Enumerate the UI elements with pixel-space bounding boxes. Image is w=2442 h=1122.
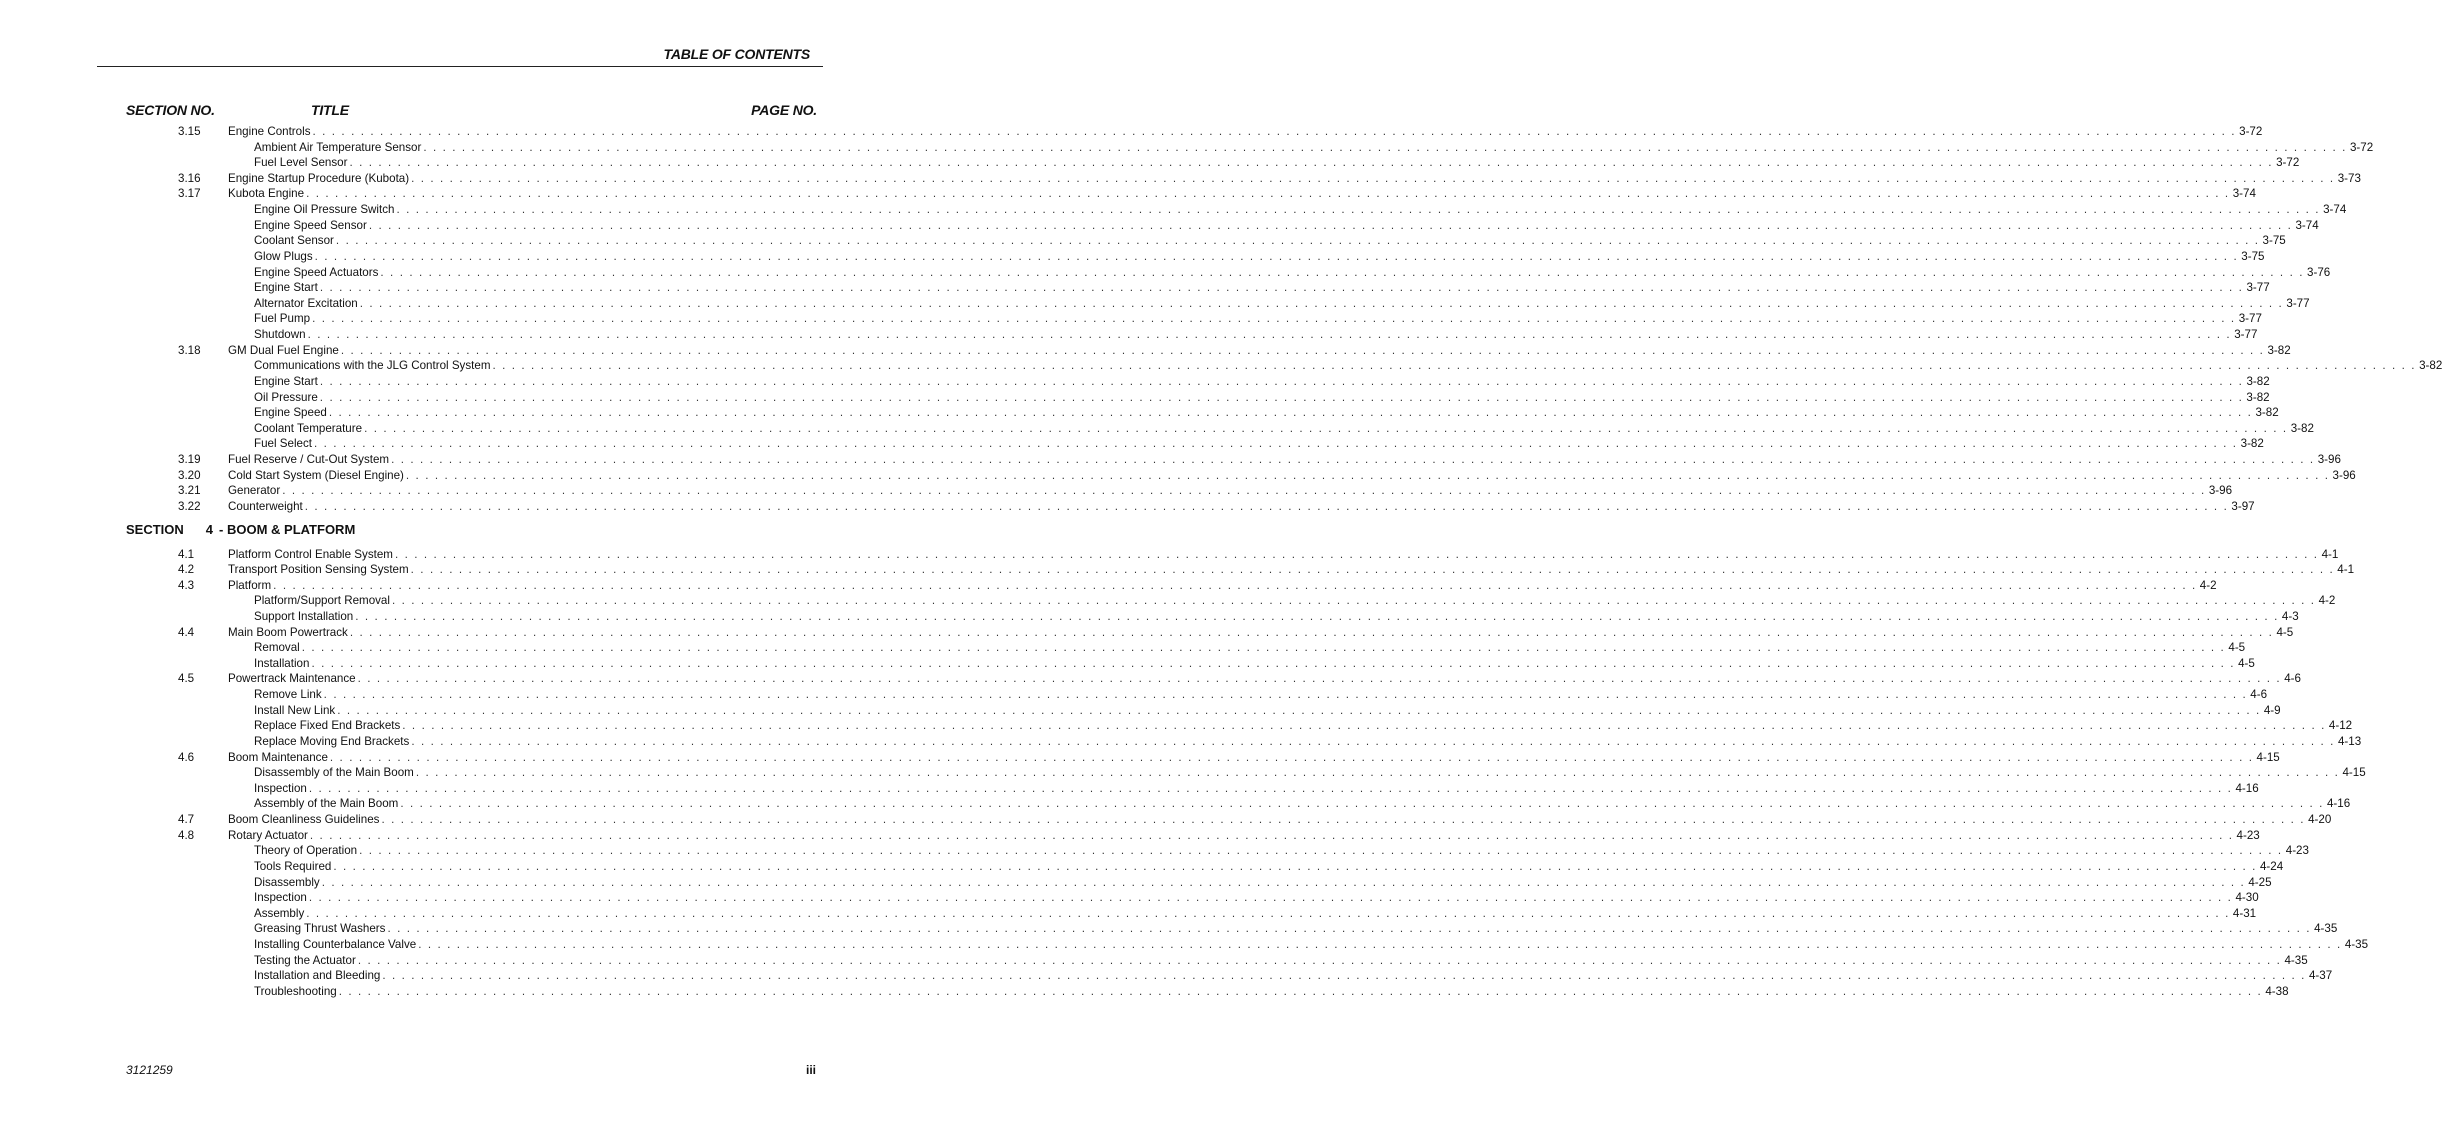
dot-leader: . . . . . . . . . . . . . . . . . . . . . . . . . . . . . . . . . . . . . . . . . . . . . . . . . . . . . . . . . . . . . . . . . . . . . . . . . . . . . . . . . . . . . . . . . . . . . . . . . . . . . . . . . . . . . . . . . . . . . . . . . . . . . . . . . . . . . . . . . . . . . . . . . . . . . . . . . . . . . . . . . . . . . . . . . . . . . . . . . . . . . . . . . . . . . . . . . . . . . . . . [402, 719, 2326, 733]
toc-entry [254, 296, 2310, 312]
dot-leader: . . . . . . . . . . . . . . . . . . . . . . . . . . . . . . . . . . . . . . . . . . . . . . . . . . . . . . . . . . . . . . . . . . . . . . . . . . . . . . . . . . . . . . . . . . . . . . . . . . . . . . . . . . . . . . . . . . . . . . . . . . . . . . . . . . . . . . . . . . . . . . . . . . . . . . . . . . . . . . . . . . . . . . . . . . . . . . . . . . . . . . . . . . . . . . . . . . . . . . . . [319, 281, 2244, 295]
toc-row[interactable] [0, 202, 2347, 218]
toc-row[interactable] [0, 968, 2333, 984]
dot-leader: . . . . . . . . . . . . . . . . . . . . . . . . . . . . . . . . . . . . . . . . . . . . . . . . . . . . . . . . . . . . . . . . . . . . . . . . . . . . . . . . . . . . . . . . . . . . . . . . . . . . . . . . . . . . . . . . . . . . . . . . . . . . . . . . . . . . . . . . . . . . . . . . . . . . . . . . . . . . . . . . . . . . . . . . . . . . . . . . . . . . . . . . . . . . . . . . . . . . . . . . [304, 499, 2229, 513]
toc-entry-title: Engine Start [254, 374, 318, 388]
dot-leader: . . . . . . . . . . . . . . . . . . . . . . . . . . . . . . . . . . . . . . . . . . . . . . . . . . . . . . . . . . . . . . . . . . . . . . . . . . . . . . . . . . . . . . . . . . . . . . . . . . . . . . . . . . . . . . . . . . . . . . . . . . . . . . . . . . . . . . . . . . . . . . . . . . . . . . . . . . . . . . . . . . . . . . . . . . . . . . . . . . . . . . . . . . . . . . . . . . . . . . . . [338, 984, 2263, 998]
toc-section-number: 4.6 [178, 750, 195, 764]
toc-row[interactable] [0, 499, 2255, 515]
section-label: SECTION [126, 521, 184, 537]
toc-entry [254, 280, 2270, 296]
toc-entry-title: Platform/Support Removal [254, 594, 390, 608]
toc-entry-page: 4-9 [2263, 703, 2281, 717]
toc-row[interactable] [0, 124, 2263, 140]
toc-row[interactable] [0, 343, 2291, 359]
dot-leader: . . . . . . . . . . . . . . . . . . . . . . . . . . . . . . . . . . . . . . . . . . . . . . . . . . . . . . . . . . . . . . . . . . . . . . . . . . . . . . . . . . . . . . . . . . . . . . . . . . . . . . . . . . . . . . . . . . . . . . . . . . . . . . . . . . . . . . . . . . . . . . . . . . . . . . . . . . . . . . . . . . . . . . . . . . . . . . . . . . . . . . . . . . . . . . . . . . . . . . . . [405, 468, 2330, 482]
toc-entry [254, 202, 2347, 218]
toc-row[interactable] [0, 750, 2280, 766]
toc-row[interactable] [0, 358, 2442, 374]
toc-entry-title: GM Dual Fuel Engine [228, 343, 339, 357]
toc-entry [254, 765, 2366, 781]
toc-entry-page: 4-2 [2318, 594, 2336, 608]
toc-section-number: 4.2 [178, 563, 195, 577]
toc-entry [254, 311, 2262, 327]
toc-section-number: 3.15 [178, 125, 201, 138]
toc-entry [228, 124, 2263, 140]
toc-entry-title: Transport Position Sensing System [228, 563, 409, 577]
toc-entry-title: Coolant Sensor [254, 234, 334, 248]
toc-entry [254, 374, 2270, 390]
toc-row[interactable] [0, 890, 2259, 906]
toc-entry-title: Engine Start [254, 281, 318, 295]
toc-entry-title: Disassembly of the Main Boom [254, 766, 414, 780]
dot-leader: . . . . . . . . . . . . . . . . . . . . . . . . . . . . . . . . . . . . . . . . . . . . . . . . . . . . . . . . . . . . . . . . . . . . . . . . . . . . . . . . . . . . . . . . . . . . . . . . . . . . . . . . . . . . . . . . . . . . . . . . . . . . . . . . . . . . . . . . . . . . . . . . . . . . . . . . . . . . . . . . . . . . . . . . . . . . . . . . . . . . . . . . . . . . . . . . . . . . . . . . [391, 594, 2316, 608]
toc-row[interactable] [0, 155, 2300, 171]
toc-entry-page: 3-82 [2255, 406, 2279, 420]
toc-entry [228, 468, 2356, 484]
dot-leader: . . . . . . . . . . . . . . . . . . . . . . . . . . . . . . . . . . . . . . . . . . . . . . . . . . . . . . . . . . . . . . . . . . . . . . . . . . . . . . . . . . . . . . . . . . . . . . . . . . . . . . . . . . . . . . . . . . . . . . . . . . . . . . . . . . . . . . . . . . . . . . . . . . . . . . . . . . . . . . . . . . . . . . . . . . . . . . . . . . . . . . . . . . . . . . . . . . . . . . . . [306, 906, 2230, 920]
toc-row[interactable] [0, 781, 2259, 797]
dot-leader: . . . . . . . . . . . . . . . . . . . . . . . . . . . . . . . . . . . . . . . . . . . . . . . . . . . . . . . . . . . . . . . . . . . . . . . . . . . . . . . . . . . . . . . . . . . . . . . . . . . . . . . . . . . . . . . . . . . . . . . . . . . . . . . . . . . . . . . . . . . . . . . . . . . . . . . . . . . . . . . . . . . . . . . . . . . . . . . . . . . . . . . . . . . . . . . . . . . . . . . . [321, 875, 2246, 889]
toc-entry-page: 4-35 [2284, 953, 2308, 967]
toc-entry-title: Tools Required [254, 859, 332, 873]
dot-leader: . . . . . . . . . . . . . . . . . . . . . . . . . . . . . . . . . . . . . . . . . . . . . . . . . . . . . . . . . . . . . . . . . . . . . . . . . . . . . . . . . . . . . . . . . . . . . . . . . . . . . . . . . . . . . . . . . . . . . . . . . . . . . . . . . . . . . . . . . . . . . . . . . . . . . . . . . . . . . . . . . . . . . . . . . . . . . . . . . . . . . . . . . . . . . . . . . . . . . . . . [411, 734, 2335, 748]
toc-entry [254, 703, 2281, 719]
toc-entry-page: 3-77 [2238, 312, 2262, 326]
toc-row[interactable] [0, 843, 2309, 859]
toc-section-number: 3.21 [178, 484, 201, 498]
toc-entry-title: Engine Startup Procedure (Kubota) [228, 171, 410, 185]
toc-entry-page: 4-23 [2285, 844, 2309, 858]
toc-entry-title: Replace Fixed End Brackets [254, 719, 401, 733]
toc-row[interactable] [0, 687, 2268, 703]
page-number: iii [805, 1063, 816, 1077]
toc-entry-page: 3-77 [2286, 296, 2310, 310]
toc-row[interactable] [0, 390, 2270, 406]
toc-entry [228, 171, 2361, 187]
toc-entry [254, 218, 2319, 234]
toc-entry-page: 3-74 [2323, 203, 2347, 217]
toc-row[interactable] [0, 249, 2265, 265]
toc-row[interactable] [0, 186, 2256, 202]
toc-entry [254, 921, 2338, 937]
dot-leader: . . . . . . . . . . . . . . . . . . . . . . . . . . . . . . . . . . . . . . . . . . . . . . . . . . . . . . . . . . . . . . . . . . . . . . . . . . . . . . . . . . . . . . . . . . . . . . . . . . . . . . . . . . . . . . . . . . . . . . . . . . . . . . . . . . . . . . . . . . . . . . . . . . . . . . . . . . . . . . . . . . . . . . . . . . . . . . . . . . . . . . . . . . . . . . . . . . . . . . . . [311, 656, 2236, 670]
toc-row[interactable] [0, 703, 2281, 719]
dot-leader: . . . . . . . . . . . . . . . . . . . . . . . . . . . . . . . . . . . . . . . . . . . . . . . . . . . . . . . . . . . . . . . . . . . . . . . . . . . . . . . . . . . . . . . . . . . . . . . . . . . . . . . . . . . . . . . . . . . . . . . . . . . . . . . . . . . . . . . . . . . . . . . . . . . . . . . . . . . . . . . . . . . . . . . . . . . . . . . . . . . . . . . . . . . . . . . . . . . . . . . . [349, 625, 2274, 639]
toc-row[interactable] [0, 937, 2369, 953]
toc-entry-page: 3-96 [2208, 484, 2233, 498]
dot-leader: . . . . . . . . . . . . . . . . . . . . . . . . . . . . . . . . . . . . . . . . . . . . . . . . . . . . . . . . . . . . . . . . . . . . . . . . . . . . . . . . . . . . . . . . . . . . . . . . . . . . . . . . . . . . . . . . . . . . . . . . . . . . . . . . . . . . . . . . . . . . . . . . . . . . . . . . . . . . . . . . . . . . . . . . . . . . . . . . . . . . . . . . . . . . . . . . . . . . . . . . [282, 484, 2206, 498]
toc-entry [228, 562, 2355, 578]
toc-entry [254, 984, 2289, 1000]
toc-entry [228, 812, 2332, 828]
toc-row[interactable] [0, 280, 2270, 296]
dot-leader: . . . . . . . . . . . . . . . . . . . . . . . . . . . . . . . . . . . . . . . . . . . . . . . . . . . . . . . . . . . . . . . . . . . . . . . . . . . . . . . . . . . . . . . . . . . . . . . . . . . . . . . . . . . . . . . . . . . . . . . . . . . . . . . . . . . . . . . . . . . . . . . . . . . . . . . . . . . . . . . . . . . . . . . . . . . . . . . . . . . . . . . . . . . . . . . . . . . . . . . . [309, 828, 2234, 842]
toc-entry-page: 3-74 [2295, 218, 2319, 232]
dot-leader: . . . . . . . . . . . . . . . . . . . . . . . . . . . . . . . . . . . . . . . . . . . . . . . . . . . . . . . . . . . . . . . . . . . . . . . . . . . . . . . . . . . . . . . . . . . . . . . . . . . . . . . . . . . . . . . . . . . . . . . . . . . . . . . . . . . . . . . . . . . . . . . . . . . . . . . . . . . . . . . . . . . . . . . . . . . . . . . . . . . . . . . . . . . . . . . . . . . . . . . . [328, 406, 2253, 420]
toc-entry-title: Generator [228, 484, 281, 498]
toc-entry-page: 4-6 [2250, 688, 2268, 702]
toc-entry-page: 3-82 [2246, 390, 2270, 404]
toc-section-number: 4.1 [178, 547, 195, 561]
toc-entry-title: Troubleshooting [254, 984, 337, 998]
toc-entry [228, 625, 2294, 641]
dot-leader: . . . . . . . . . . . . . . . . . . . . . . . . . . . . . . . . . . . . . . . . . . . . . . . . . . . . . . . . . . . . . . . . . . . . . . . . . . . . . . . . . . . . . . . . . . . . . . . . . . . . . . . . . . . . . . . . . . . . . . . . . . . . . . . . . . . . . . . . . . . . . . . . . . . . . . . . . . . . . . . . . . . . . . . . . . . . . . . . . . . . . . . . . . . . . . . . . . . . . . . . [357, 672, 2282, 686]
toc-entry-title: Platform Control Enable System [228, 547, 393, 561]
toc-entry-title: Installing Counterbalance Valve [254, 938, 417, 951]
toc-entry [228, 578, 2217, 594]
toc-entry-page: 4-20 [2308, 813, 2332, 827]
dot-leader: . . . . . . . . . . . . . . . . . . . . . . . . . . . . . . . . . . . . . . . . . . . . . . . . . . . . . . . . . . . . . . . . . . . . . . . . . . . . . . . . . . . . . . . . . . . . . . . . . . . . . . . . . . . . . . . . . . . . . . . . . . . . . . . . . . . . . . . . . . . . . . . . . . . . . . . . . . . . . . . . . . . . . . . . . . . . . . . . . . . . . . . . . . . . . . . . . . . . . . . . [394, 547, 2319, 561]
toc-entry-page: 4-35 [2314, 922, 2338, 936]
toc-entry [228, 343, 2291, 359]
toc-row[interactable] [0, 859, 2284, 875]
toc-entry-page: 3-82 [2240, 437, 2264, 451]
dot-leader: . . . . . . . . . . . . . . . . . . . . . . . . . . . . . . . . . . . . . . . . . . . . . . . . . . . . . . . . . . . . . . . . . . . . . . . . . . . . . . . . . . . . . . . . . . . . . . . . . . . . . . . . . . . . . . . . . . . . . . . . . . . . . . . . . . . . . . . . . . . . . . . . . . . . . . . . . . . . . . . . . . . . . . . . . . . . . . . . . . . . . . . . . . . . . . . . . . . . . . . . [273, 578, 2197, 592]
toc-row[interactable] [0, 296, 2310, 312]
toc-row[interactable] [0, 578, 2217, 594]
header-rule [97, 66, 823, 67]
toc-entry-page: 4-30 [2235, 891, 2259, 905]
toc-row[interactable] [0, 171, 2361, 187]
toc-row[interactable] [0, 796, 2351, 812]
dot-leader: . . . . . . . . . . . . . . . . . . . . . . . . . . . . . . . . . . . . . . . . . . . . . . . . . . . . . . . . . . . . . . . . . . . . . . . . . . . . . . . . . . . . . . . . . . . . . . . . . . . . . . . . . . . . . . . . . . . . . . . . . . . . . . . . . . . . . . . . . . . . . . . . . . . . . . . . . . . . . . . . . . . . . . . . . . . . . . . . . . . . . . . . . . . . . . . . . . . . . . . . [335, 234, 2260, 248]
toc-entry [254, 796, 2351, 812]
toc-entry-title: Install New Link [254, 703, 336, 717]
dot-leader: . . . . . . . . . . . . . . . . . . . . . . . . . . . . . . . . . . . . . . . . . . . . . . . . . . . . . . . . . . . . . . . . . . . . . . . . . . . . . . . . . . . . . . . . . . . . . . . . . . . . . . . . . . . . . . . . . . . . . . . . . . . . . . . . . . . . . . . . . . . . . . . . . . . . . . . . . . . . . . . . . . . . . . . . . . . . . . . . . . . . . . . . . . . . . . . . . . . . . . . . [312, 312, 2236, 326]
dot-leader: . . . . . . . . . . . . . . . . . . . . . . . . . . . . . . . . . . . . . . . . . . . . . . . . . . . . . . . . . . . . . . . . . . . . . . . . . . . . . . . . . . . . . . . . . . . . . . . . . . . . . . . . . . . . . . . . . . . . . . . . . . . . . . . . . . . . . . . . . . . . . . . . . . . . . . . . . . . . . . . . . . . . . . . . . . . . . . . . . . . . . . . . . . . . . . . . . . . . . . . . [400, 797, 2324, 811]
toc-entry [254, 233, 2286, 249]
toc-entry [254, 734, 2362, 750]
toc-entry-title: Counterweight [228, 499, 303, 513]
toc-row[interactable] [0, 812, 2332, 828]
toc-entry-title: Testing the Actuator [254, 953, 356, 967]
dot-leader: . . . . . . . . . . . . . . . . . . . . . . . . . . . . . . . . . . . . . . . . . . . . . . . . . . . . . . . . . . . . . . . . . . . . . . . . . . . . . . . . . . . . . . . . . . . . . . . . . . . . . . . . . . . . . . . . . . . . . . . . . . . . . . . . . . . . . . . . . . . . . . . . . . . . . . . . . . . . . . . . . . . . . . . . . . . . . . . . . . . . . . . . . . . . . . . . . . . . . . . . [329, 750, 2254, 764]
toc-section-number: 3.18 [178, 343, 201, 357]
toc-entry-title: Installation and Bleeding [254, 969, 381, 983]
toc-entry-title: Platform [228, 578, 272, 592]
toc-entry-title: Engine Speed [254, 406, 327, 420]
toc-entry-title: Greasing Thrust Washers [254, 922, 386, 936]
toc-entry-page: 3-74 [2232, 187, 2256, 201]
toc-entry-page: 4-2 [2199, 578, 2217, 592]
dot-leader: . . . . . . . . . . . . . . . . . . . . . . . . . . . . . . . . . . . . . . . . . . . . . . . . . . . . . . . . . . . . . . . . . . . . . . . . . . . . . . . . . . . . . . . . . . . . . . . . . . . . . . . . . . . . . . . . . . . . . . . . . . . . . . . . . . . . . . . . . . . . . . . . . . . . . . . . . . . . . . . . . . . . . . . . . . . . . . . . . . . . . . . . . . . . . . . . . . . . . . . . [319, 390, 2244, 404]
toc-row[interactable] [0, 265, 2331, 281]
toc-row[interactable] [0, 953, 2308, 969]
toc-entry-page: 4-24 [2259, 859, 2284, 873]
toc-entry-title: Assembly [254, 906, 305, 920]
toc-entry [254, 781, 2259, 797]
dot-leader: . . . . . . . . . . . . . . . . . . . . . . . . . . . . . . . . . . . . . . . . . . . . . . . . . . . . . . . . . . . . . . . . . . . . . . . . . . . . . . . . . . . . . . . . . . . . . . . . . . . . . . . . . . . . . . . . . . . . . . . . . . . . . . . . . . . . . . . . . . . . . . . . . . . . . . . . . . . . . . . . . . . . . . . . . . . . . . . . . . . . . . . . . . . . . . . . . . . . . . . . [410, 563, 2335, 577]
toc-entry-page: 4-37 [2308, 969, 2333, 983]
toc-row[interactable] [0, 671, 2301, 687]
toc-entry-title: Disassembly [254, 875, 320, 889]
toc-entry-page: 3-82 [2290, 421, 2314, 435]
toc-row[interactable] [0, 374, 2270, 390]
toc-row[interactable] [0, 311, 2262, 327]
toc-entry-page: 4-6 [2284, 672, 2301, 686]
toc-entry [228, 186, 2256, 202]
toc-entry-page: 4-5 [2228, 641, 2246, 655]
dot-leader: . . . . . . . . . . . . . . . . . . . . . . . . . . . . . . . . . . . . . . . . . . . . . . . . . . . . . . . . . . . . . . . . . . . . . . . . . . . . . . . . . . . . . . . . . . . . . . . . . . . . . . . . . . . . . . . . . . . . . . . . . . . . . . . . . . . . . . . . . . . . . . . . . . . . . . . . . . . . . . . . . . . . . . . . . . . . . . . . . . . . . . . . . . . . . . . . . . . . . . . . [368, 218, 2293, 232]
section-number: 4 [205, 521, 214, 537]
toc-entry [228, 452, 2341, 468]
toc-entry-page: 3-97 [2231, 499, 2255, 513]
toc-row[interactable] [0, 609, 2299, 625]
toc-entry-title: Replace Moving End Brackets [254, 734, 410, 748]
toc-entry [228, 499, 2255, 515]
toc-section-number: 4.3 [178, 578, 195, 592]
toc-section-number: 3.16 [178, 171, 201, 185]
toc-entry-page: 4-15 [2256, 750, 2280, 764]
toc-entry [254, 640, 2246, 656]
toc-entry-page: 4-16 [2326, 797, 2351, 811]
toc-row[interactable] [0, 625, 2294, 641]
toc-row[interactable] [0, 765, 2366, 781]
column-header-section: SECTION NO. [126, 102, 215, 118]
toc-entry [254, 327, 2258, 343]
toc-row[interactable] [0, 547, 2339, 563]
toc-entry [228, 671, 2301, 687]
toc-entry [254, 875, 2272, 891]
toc-entry-title: Theory of Operation [254, 844, 358, 858]
toc-entry-page: 3-72 [2276, 156, 2300, 170]
toc-row[interactable] [0, 734, 2362, 750]
document-number: 3121259 [126, 1063, 173, 1077]
toc-entry-page: 3-96 [2332, 468, 2356, 482]
toc-entry-title: Fuel Reserve / Cut-Out System [228, 453, 390, 467]
toc-entry-title: Assembly of the Main Boom [254, 797, 399, 811]
toc-entry [254, 687, 2268, 703]
section-heading[interactable] [126, 521, 355, 539]
toc-entry-title: Engine Oil Pressure Switch [254, 203, 395, 217]
toc-entry [254, 859, 2284, 875]
toc-entry [254, 265, 2331, 281]
toc-row[interactable] [0, 421, 2314, 437]
toc-entry [254, 656, 2255, 672]
dot-leader: . . . . . . . . . . . . . . . . . . . . . . . . . . . . . . . . . . . . . . . . . . . . . . . . . . . . . . . . . . . . . . . . . . . . . . . . . . . . . . . . . . . . . . . . . . . . . . . . . . . . . . . . . . . . . . . . . . . . . . . . . . . . . . . . . . . . . . . . . . . . . . . . . . . . . . . . . . . . . . . . . . . . . . . . . . . . . . . . . . . . . . . . . . . . . . . . . . . . . . . . [307, 328, 2232, 342]
toc-entry-title: Main Boom Powertrack [228, 625, 348, 639]
toc-entry-page: 4-12 [2328, 719, 2353, 733]
toc-entry-title: Coolant Temperature [254, 421, 363, 435]
dot-leader: . . . . . . . . . . . . . . . . . . . . . . . . . . . . . . . . . . . . . . . . . . . . . . . . . . . . . . . . . . . . . . . . . . . . . . . . . . . . . . . . . . . . . . . . . . . . . . . . . . . . . . . . . . . . . . . . . . . . . . . . . . . . . . . . . . . . . . . . . . . . . . . . . . . . . . . . . . . . . . . . . . . . . . . . . . . . . . . . . . . . . . . . . . . . . . . . . . . . . . . . [387, 922, 2312, 936]
toc-entry-page: 3-82 [2419, 359, 2442, 373]
toc-entry [254, 155, 2300, 171]
toc-entry-page: 3-96 [2317, 453, 2341, 467]
toc-entry-page: 4-3 [2281, 609, 2299, 623]
toc-entry [254, 421, 2314, 437]
toc-entry [254, 358, 2442, 374]
toc-entry-title: Boom Maintenance [228, 750, 328, 764]
dot-leader: . . . . . . . . . . . . . . . . . . . . . . . . . . . . . . . . . . . . . . . . . . . . . . . . . . . . . . . . . . . . . . . . . . . . . . . . . . . . . . . . . . . . . . . . . . . . . . . . . . . . . . . . . . . . . . . . . . . . . . . . . . . . . . . . . . . . . . . . . . . . . . . . . . . . . . . . . . . . . . . . . . . . . . . . . . . . . . . . . . . . . . . . . . . . . . . . . . . . . . . . [349, 156, 2274, 170]
toc-section-number: 3.19 [178, 453, 201, 467]
toc-entry [228, 547, 2339, 563]
toc-row[interactable] [0, 468, 2356, 484]
toc-entry [254, 405, 2279, 421]
dot-leader: . . . . . . . . . . . . . . . . . . . . . . . . . . . . . . . . . . . . . . . . . . . . . . . . . . . . . . . . . . . . . . . . . . . . . . . . . . . . . . . . . . . . . . . . . . . . . . . . . . . . . . . . . . . . . . . . . . . . . . . . . . . . . . . . . . . . . . . . . . . . . . . . . . . . . . . . . . . . . . . . . . . . . . . . . . . . . . . . . . . . . . . . . . . . . . . . . . . . . . . . [391, 453, 2315, 467]
toc-entry-page: 4-1 [2337, 563, 2355, 577]
dot-leader: . . . . . . . . . . . . . . . . . . . . . . . . . . . . . . . . . . . . . . . . . . . . . . . . . . . . . . . . . . . . . . . . . . . . . . . . . . . . . . . . . . . . . . . . . . . . . . . . . . . . . . . . . . . . . . . . . . . . . . . . . . . . . . . . . . . . . . . . . . . . . . . . . . . . . . . . . . . . . . . . . . . . . . . . . . . . . . . . . . . . . . . . . . . . . . . . . . . . . . . . [308, 781, 2233, 795]
toc-row[interactable] [0, 562, 2355, 578]
dot-leader: . . . . . . . . . . . . . . . . . . . . . . . . . . . . . . . . . . . . . . . . . . . . . . . . . . . . . . . . . . . . . . . . . . . . . . . . . . . . . . . . . . . . . . . . . . . . . . . . . . . . . . . . . . . . . . . . . . . . . . . . . . . . . . . . . . . . . . . . . . . . . . . . . . . . . . . . . . . . . . . . . . . . . . . . . . . . . . . . . . . . . . . . . . . . . . . . . . . . . . . . [382, 969, 2306, 983]
toc-entry-title: Ambient Air Temperature Sensor [254, 140, 422, 154]
toc-entry-page: 4-25 [2248, 875, 2272, 889]
toc-entry-title: Remove Link [254, 688, 322, 702]
toc-entry [254, 593, 2336, 609]
dot-leader: . . . . . . . . . . . . . . . . . . . . . . . . . . . . . . . . . . . . . . . . . . . . . . . . . . . . . . . . . . . . . . . . . . . . . . . . . . . . . . . . . . . . . . . . . . . . . . . . . . . . . . . . . . . . . . . . . . . . . . . . . . . . . . . . . . . . . . . . . . . . . . . . . . . . . . . . . . . . . . . . . . . . . . . . . . . . . . . . . . . . . . . . . . . . . . . . . . . . . . . . [415, 766, 2340, 780]
dot-leader: . . . . . . . . . . . . . . . . . . . . . . . . . . . . . . . . . . . . . . . . . . . . . . . . . . . . . . . . . . . . . . . . . . . . . . . . . . . . . . . . . . . . . . . . . . . . . . . . . . . . . . . . . . . . . . . . . . . . . . . . . . . . . . . . . . . . . . . . . . . . . . . . . . . . . . . . . . . . . . . . . . . . . . . . . . . . . . . . . . . . . . . . . . . . . . . . . . . . . . . . [418, 938, 2342, 951]
toc-row[interactable] [0, 436, 2264, 452]
toc-entry-page: 3-82 [2246, 374, 2270, 388]
toc-entry-title: Fuel Select [254, 437, 312, 451]
toc-entry [254, 436, 2264, 452]
toc-row[interactable] [0, 828, 2260, 844]
dot-leader: . . . . . . . . . . . . . . . . . . . . . . . . . . . . . . . . . . . . . . . . . . . . . . . . . . . . . . . . . . . . . . . . . . . . . . . . . . . . . . . . . . . . . . . . . . . . . . . . . . . . . . . . . . . . . . . . . . . . . . . . . . . . . . . . . . . . . . . . . . . . . . . . . . . . . . . . . . . . . . . . . . . . . . . . . . . . . . . . . . . . . . . . . . . . . . . . . . . . . . . . [423, 140, 2347, 154]
toc-row[interactable] [0, 140, 2374, 156]
dot-leader: . . . . . . . . . . . . . . . . . . . . . . . . . . . . . . . . . . . . . . . . . . . . . . . . . . . . . . . . . . . . . . . . . . . . . . . . . . . . . . . . . . . . . . . . . . . . . . . . . . . . . . . . . . . . . . . . . . . . . . . . . . . . . . . . . . . . . . . . . . . . . . . . . . . . . . . . . . . . . . . . . . . . . . . . . . . . . . . . . . . . . . . . . . . . . . . . . . . . . . . . [301, 641, 2226, 655]
toc-entry [228, 828, 2260, 844]
dot-leader: . . . . . . . . . . . . . . . . . . . . . . . . . . . . . . . . . . . . . . . . . . . . . . . . . . . . . . . . . . . . . . . . . . . . . . . . . . . . . . . . . . . . . . . . . . . . . . . . . . . . . . . . . . . . . . . . . . . . . . . . . . . . . . . . . . . . . . . . . . . . . . . . . . . . . . . . . . . . . . . . . . . . . . . . . . . . . . . . . . . . . . . . . . . . . . . . . . . . . . . . [355, 609, 2279, 623]
dot-leader: . . . . . . . . . . . . . . . . . . . . . . . . . . . . . . . . . . . . . . . . . . . . . . . . . . . . . . . . . . . . . . . . . . . . . . . . . . . . . . . . . . . . . . . . . . . . . . . . . . . . . . . . . . . . . . . . . . . . . . . . . . . . . . . . . . . . . . . . . . . . . . . . . . . . . . . . . . . . . . . . . . . . . . . . . . . . . . . . . . . . . . . . . . . . . . . . . . . . . . . . [380, 265, 2305, 279]
toc-entry-title: Engine Speed Sensor [254, 218, 367, 232]
toc-entry [254, 937, 2369, 953]
toc-entry [254, 390, 2270, 406]
toc-entry-page: 3-75 [2262, 234, 2286, 248]
toc-section-number: 4.8 [178, 828, 195, 842]
toc-entry [254, 890, 2259, 906]
toc-row[interactable] [0, 640, 2246, 656]
toc-entry-title: Cold Start System (Diesel Engine) [228, 468, 404, 482]
toc-row[interactable] [0, 921, 2338, 937]
toc-row[interactable] [0, 875, 2272, 891]
dot-leader: . . . . . . . . . . . . . . . . . . . . . . . . . . . . . . . . . . . . . . . . . . . . . . . . . . . . . . . . . . . . . . . . . . . . . . . . . . . . . . . . . . . . . . . . . . . . . . . . . . . . . . . . . . . . . . . . . . . . . . . . . . . . . . . . . . . . . . . . . . . . . . . . . . . . . . . . . . . . . . . . . . . . . . . . . . . . . . . . . . . . . . . . . . . . . . . . . . . . . . . . [381, 813, 2306, 827]
toc-entry-title: Communications with the JLG Control System [254, 359, 491, 373]
toc-row[interactable] [0, 218, 2319, 234]
toc-entry [228, 750, 2280, 766]
toc-entry-title: Support Installation [254, 609, 354, 623]
toc-entry-page: 4-31 [2232, 906, 2257, 920]
toc-entry [254, 609, 2299, 625]
toc-entry-page: 3-72 [2349, 140, 2374, 154]
toc-entry-title: Inspection [254, 891, 307, 905]
dot-leader: . . . . . . . . . . . . . . . . . . . . . . . . . . . . . . . . . . . . . . . . . . . . . . . . . . . . . . . . . . . . . . . . . . . . . . . . . . . . . . . . . . . . . . . . . . . . . . . . . . . . . . . . . . . . . . . . . . . . . . . . . . . . . . . . . . . . . . . . . . . . . . . . . . . . . . . . . . . . . . . . . . . . . . . . . . . . . . . . . . . . . . . . . . . . . . . . . . . . . . . . [396, 203, 2321, 217]
toc-entry-page: 3-77 [2246, 281, 2270, 295]
dot-leader: . . . . . . . . . . . . . . . . . . . . . . . . . . . . . . . . . . . . . . . . . . . . . . . . . . . . . . . . . . . . . . . . . . . . . . . . . . . . . . . . . . . . . . . . . . . . . . . . . . . . . . . . . . . . . . . . . . . . . . . . . . . . . . . . . . . . . . . . . . . . . . . . . . . . . . . . . . . . . . . . . . . . . . . . . . . . . . . . . . . . . . . . . . . . . . . . . . . . . . . . [411, 171, 2335, 185]
toc-entry-page: 4-5 [2238, 656, 2255, 670]
toc-entry [254, 718, 2353, 734]
dot-leader: . . . . . . . . . . . . . . . . . . . . . . . . . . . . . . . . . . . . . . . . . . . . . . . . . . . . . . . . . . . . . . . . . . . . . . . . . . . . . . . . . . . . . . . . . . . . . . . . . . . . . . . . . . . . . . . . . . . . . . . . . . . . . . . . . . . . . . . . . . . . . . . . . . . . . . . . . . . . . . . . . . . . . . . . . . . . . . . . . . . . . . . . . . . . . . . . . . . . . . . . [364, 421, 2288, 435]
toc-entry-title: Boom Cleanliness Guidelines [228, 813, 380, 827]
dot-leader: . . . . . . . . . . . . . . . . . . . . . . . . . . . . . . . . . . . . . . . . . . . . . . . . . . . . . . . . . . . . . . . . . . . . . . . . . . . . . . . . . . . . . . . . . . . . . . . . . . . . . . . . . . . . . . . . . . . . . . . . . . . . . . . . . . . . . . . . . . . . . . . . . . . . . . . . . . . . . . . . . . . . . . . . . . . . . . . . . . . . . . . . . . . . . . . . . . . . . . . . [319, 374, 2244, 388]
toc-entry-page: 4-1 [2321, 547, 2339, 561]
toc-entry-title: Fuel Pump [254, 312, 311, 326]
toc-row[interactable] [0, 405, 2279, 421]
toc-entry-title: Removal [254, 641, 300, 655]
toc-entry-page: 4-16 [2235, 781, 2259, 795]
dot-leader: . . . . . . . . . . . . . . . . . . . . . . . . . . . . . . . . . . . . . . . . . . . . . . . . . . . . . . . . . . . . . . . . . . . . . . . . . . . . . . . . . . . . . . . . . . . . . . . . . . . . . . . . . . . . . . . . . . . . . . . . . . . . . . . . . . . . . . . . . . . . . . . . . . . . . . . . . . . . . . . . . . . . . . . . . . . . . . . . . . . . . . . . . . . . . . . . . . . . . . . . [323, 688, 2248, 702]
toc-entry-page: 3-72 [2239, 125, 2263, 138]
toc-row[interactable] [0, 656, 2255, 672]
dot-leader: . . . . . . . . . . . . . . . . . . . . . . . . . . . . . . . . . . . . . . . . . . . . . . . . . . . . . . . . . . . . . . . . . . . . . . . . . . . . . . . . . . . . . . . . . . . . . . . . . . . . . . . . . . . . . . . . . . . . . . . . . . . . . . . . . . . . . . . . . . . . . . . . . . . . . . . . . . . . . . . . . . . . . . . . . . . . . . . . . . . . . . . . . . . . . . . . . . . . . . . . [492, 359, 2417, 373]
toc-entry-page: 4-5 [2276, 625, 2294, 639]
toc-section-number: 4.5 [178, 672, 195, 686]
toc-entry-page: 3-73 [2337, 171, 2361, 185]
toc-section-number: 4.7 [178, 813, 195, 827]
toc-entry-title: Inspection [254, 781, 307, 795]
toc-entry-title: Powertrack Maintenance [228, 672, 356, 686]
toc-entry-page: 4-23 [2236, 828, 2260, 842]
toc-entry-page: 4-13 [2337, 734, 2362, 748]
toc-row[interactable] [0, 483, 2233, 499]
toc-entry-title: Glow Plugs [254, 249, 313, 263]
dot-leader: . . . . . . . . . . . . . . . . . . . . . . . . . . . . . . . . . . . . . . . . . . . . . . . . . . . . . . . . . . . . . . . . . . . . . . . . . . . . . . . . . . . . . . . . . . . . . . . . . . . . . . . . . . . . . . . . . . . . . . . . . . . . . . . . . . . . . . . . . . . . . . . . . . . . . . . . . . . . . . . . . . . . . . . . . . . . . . . . . . . . . . . . . . . . . . . . . . . . . . . . [359, 296, 2284, 310]
toc-row[interactable] [0, 718, 2353, 734]
toc-section-number: 3.17 [178, 187, 201, 201]
toc-row[interactable] [0, 452, 2341, 468]
toc-entry-title: Engine Controls [228, 125, 311, 138]
toc-row[interactable] [0, 233, 2286, 249]
toc-entry-page: 4-35 [2344, 938, 2369, 951]
toc-entry-page: 3-76 [2307, 265, 2331, 279]
toc-entry-title: Rotary Actuator [228, 828, 308, 842]
dot-leader: . . . . . . . . . . . . . . . . . . . . . . . . . . . . . . . . . . . . . . . . . . . . . . . . . . . . . . . . . . . . . . . . . . . . . . . . . . . . . . . . . . . . . . . . . . . . . . . . . . . . . . . . . . . . . . . . . . . . . . . . . . . . . . . . . . . . . . . . . . . . . . . . . . . . . . . . . . . . . . . . . . . . . . . . . . . . . . . . . . . . . . . . . . . . . . . . . . . . . . . . [337, 703, 2261, 717]
dot-leader: . . . . . . . . . . . . . . . . . . . . . . . . . . . . . . . . . . . . . . . . . . . . . . . . . . . . . . . . . . . . . . . . . . . . . . . . . . . . . . . . . . . . . . . . . . . . . . . . . . . . . . . . . . . . . . . . . . . . . . . . . . . . . . . . . . . . . . . . . . . . . . . . . . . . . . . . . . . . . . . . . . . . . . . . . . . . . . . . . . . . . . . . . . . . . . . . . . . . . . . . [308, 891, 2233, 905]
dot-leader: . . . . . . . . . . . . . . . . . . . . . . . . . . . . . . . . . . . . . . . . . . . . . . . . . . . . . . . . . . . . . . . . . . . . . . . . . . . . . . . . . . . . . . . . . . . . . . . . . . . . . . . . . . . . . . . . . . . . . . . . . . . . . . . . . . . . . . . . . . . . . . . . . . . . . . . . . . . . . . . . . . . . . . . . . . . . . . . . . . . . . . . . . . . . . . . . . . . . . . . . [340, 343, 2265, 357]
toc-entry [254, 968, 2333, 984]
dot-leader: . . . . . . . . . . . . . . . . . . . . . . . . . . . . . . . . . . . . . . . . . . . . . . . . . . . . . . . . . . . . . . . . . . . . . . . . . . . . . . . . . . . . . . . . . . . . . . . . . . . . . . . . . . . . . . . . . . . . . . . . . . . . . . . . . . . . . . . . . . . . . . . . . . . . . . . . . . . . . . . . . . . . . . . . . . . . . . . . . . . . . . . . . . . . . . . . . . . . . . . . [359, 844, 2283, 858]
toc-entry-page: 3-75 [2241, 249, 2265, 263]
dot-leader: . . . . . . . . . . . . . . . . . . . . . . . . . . . . . . . . . . . . . . . . . . . . . . . . . . . . . . . . . . . . . . . . . . . . . . . . . . . . . . . . . . . . . . . . . . . . . . . . . . . . . . . . . . . . . . . . . . . . . . . . . . . . . . . . . . . . . . . . . . . . . . . . . . . . . . . . . . . . . . . . . . . . . . . . . . . . . . . . . . . . . . . . . . . . . . . . . . . . . . . . [312, 125, 2237, 138]
toc-entry [254, 249, 2265, 265]
column-header-page: PAGE NO. [751, 102, 817, 118]
toc-row[interactable] [0, 593, 2336, 609]
toc-entry [254, 843, 2309, 859]
toc-entry-title: Kubota Engine [228, 187, 305, 201]
toc-entry-title: Shutdown [254, 328, 306, 342]
toc-entry-title: Installation [254, 656, 310, 670]
toc-entry-title: Oil Pressure [254, 390, 318, 404]
toc-row[interactable] [0, 984, 2289, 1000]
toc-section-number: 3.20 [178, 468, 201, 482]
toc-entry-title: Fuel Level Sensor [254, 156, 348, 170]
toc-entry-page: 3-77 [2234, 328, 2258, 342]
toc-entry [254, 140, 2374, 156]
dot-leader: . . . . . . . . . . . . . . . . . . . . . . . . . . . . . . . . . . . . . . . . . . . . . . . . . . . . . . . . . . . . . . . . . . . . . . . . . . . . . . . . . . . . . . . . . . . . . . . . . . . . . . . . . . . . . . . . . . . . . . . . . . . . . . . . . . . . . . . . . . . . . . . . . . . . . . . . . . . . . . . . . . . . . . . . . . . . . . . . . . . . . . . . . . . . . . . . . . . . . . . . [357, 953, 2282, 967]
section-title: - BOOM & PLATFORM [219, 521, 356, 537]
dot-leader: . . . . . . . . . . . . . . . . . . . . . . . . . . . . . . . . . . . . . . . . . . . . . . . . . . . . . . . . . . . . . . . . . . . . . . . . . . . . . . . . . . . . . . . . . . . . . . . . . . . . . . . . . . . . . . . . . . . . . . . . . . . . . . . . . . . . . . . . . . . . . . . . . . . . . . . . . . . . . . . . . . . . . . . . . . . . . . . . . . . . . . . . . . . . . . . . . . . . . . . . [314, 249, 2239, 263]
toc-section-number: 4.4 [178, 625, 195, 639]
toc-entry-page: 3-82 [2267, 343, 2291, 357]
toc-row[interactable] [0, 327, 2258, 343]
column-header-title: TITLE [311, 102, 349, 118]
toc-entry [254, 906, 2257, 922]
toc-entry [228, 483, 2233, 499]
dot-leader: . . . . . . . . . . . . . . . . . . . . . . . . . . . . . . . . . . . . . . . . . . . . . . . . . . . . . . . . . . . . . . . . . . . . . . . . . . . . . . . . . . . . . . . . . . . . . . . . . . . . . . . . . . . . . . . . . . . . . . . . . . . . . . . . . . . . . . . . . . . . . . . . . . . . . . . . . . . . . . . . . . . . . . . . . . . . . . . . . . . . . . . . . . . . . . . . . . . . . . . . [306, 187, 2230, 201]
toc-entry-title: Engine Speed Actuators [254, 265, 379, 279]
toc-entry [254, 953, 2308, 969]
page-header-title: TABLE OF CONTENTS [663, 46, 810, 62]
toc-entry-page: 4-15 [2342, 766, 2366, 780]
dot-leader: . . . . . . . . . . . . . . . . . . . . . . . . . . . . . . . . . . . . . . . . . . . . . . . . . . . . . . . . . . . . . . . . . . . . . . . . . . . . . . . . . . . . . . . . . . . . . . . . . . . . . . . . . . . . . . . . . . . . . . . . . . . . . . . . . . . . . . . . . . . . . . . . . . . . . . . . . . . . . . . . . . . . . . . . . . . . . . . . . . . . . . . . . . . . . . . . . . . . . . . . [333, 859, 2257, 873]
toc-entry-title: Alternator Excitation [254, 296, 358, 310]
dot-leader: . . . . . . . . . . . . . . . . . . . . . . . . . . . . . . . . . . . . . . . . . . . . . . . . . . . . . . . . . . . . . . . . . . . . . . . . . . . . . . . . . . . . . . . . . . . . . . . . . . . . . . . . . . . . . . . . . . . . . . . . . . . . . . . . . . . . . . . . . . . . . . . . . . . . . . . . . . . . . . . . . . . . . . . . . . . . . . . . . . . . . . . . . . . . . . . . . . . . . . . . [314, 437, 2238, 451]
toc-section-number: 3.22 [178, 499, 201, 513]
toc-entry-page: 4-38 [2265, 984, 2289, 998]
toc-row[interactable] [0, 906, 2257, 922]
